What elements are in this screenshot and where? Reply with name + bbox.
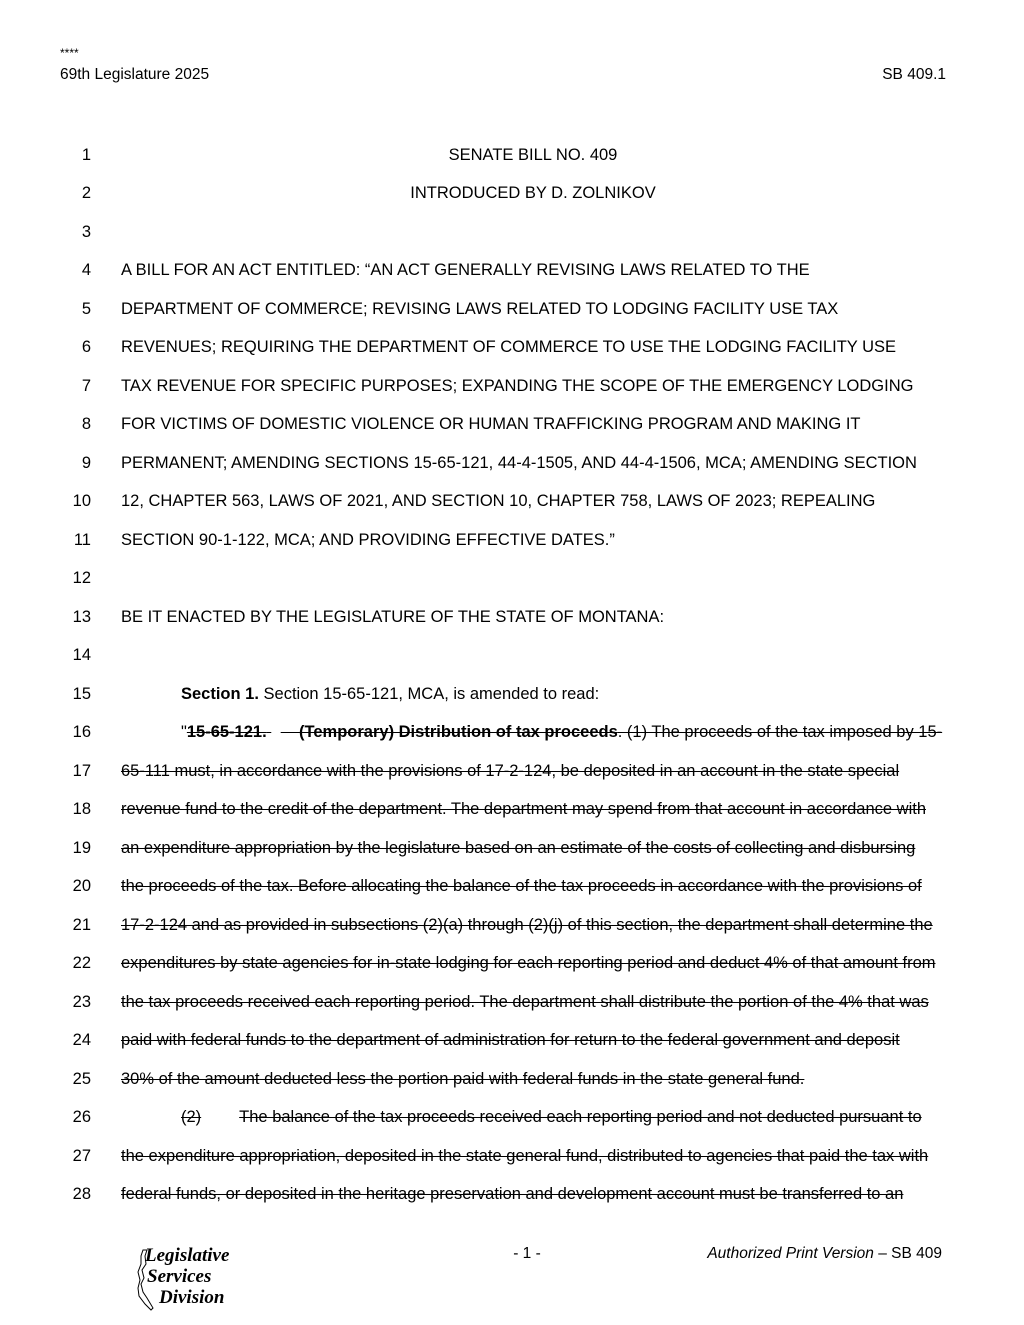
line-text: 12, CHAPTER 563, LAWS OF 2021, AND SECTION 10, CHAPTER 758, LAWS OF 2023; REPEALING [121,492,876,510]
line-number: 19 [72,839,91,857]
bill-sponsor: INTRODUCED BY D. ZOLNIKOV [410,184,656,202]
line-3 [0,220,1024,244]
line-number: 27 [72,1147,91,1165]
tab-space [267,720,281,744]
line-text-struck: expenditures by state agencies for in-state lodging for each reporting period and deduct 4% of that amount from [121,954,936,972]
print-version-bill: – SB 409 [873,1245,942,1262]
print-version-label [707,1245,942,1263]
line-text: TAX REVENUE FOR SPECIFIC PURPOSES; EXPANDING THE SCOPE OF THE EMERGENCY LODGING [121,377,914,395]
line-number: 23 [72,993,91,1011]
line-text: PERMANENT; AMENDING SECTIONS 15-65-121, 44-4-1505, AND 44-4-1506, MCA; AMENDING SECTION [121,454,917,472]
line-28 [0,1182,1024,1206]
open-quote: " [181,723,187,741]
line-number: 5 [81,300,91,318]
line-11 [0,528,1024,552]
line-text: Section 15-65-121, MCA, is amended to read: [258,685,600,703]
line-text: REVENUES; REQUIRING THE DEPARTMENT OF COMMERCE TO USE THE LODGING FACILITY USE [121,338,897,356]
line-number: 26 [72,1108,91,1126]
line-13 [0,605,1024,629]
line-text-struck: 17-2-124 and as provided in subsections (2)(a) through (2)(j) of this section, the department shall determine the [121,916,933,934]
section-label: Section 1. [181,685,259,703]
line-8 [0,412,1024,436]
line-text-struck: 65-111 must, in accordance with the provisions of 17-2-124, be deposited in an account in the state special [121,762,900,780]
line-number: 8 [81,415,91,433]
line-19 [0,836,1024,860]
line-4 [0,258,1024,282]
line-24 [0,1028,1024,1052]
line-number: 16 [72,723,91,741]
line-text-struck: paid with federal funds to the department of administration for return to the federal government and deposit [121,1031,900,1049]
line-17 [0,759,1024,783]
code-section-number: 15-65-121. [186,723,267,741]
line-text-struck: 30% of the amount deducted less the portion paid with federal funds in the state general fund. [121,1070,805,1088]
line-number: 17 [72,762,91,780]
line-text: A BILL FOR AN ACT ENTITLED: “AN ACT GENERALLY REVISING LAWS RELATED TO THE [121,261,810,279]
section-heading [181,682,599,706]
line-9 [0,451,1024,475]
line-12 [0,566,1024,590]
legislative-services-logo [133,1245,253,1312]
line-26 [0,1105,1024,1129]
line-number: 15 [72,685,91,703]
line-text: FOR VICTIMS OF DOMESTIC VIOLENCE OR HUMAN TRAFFICKING PROGRAM AND MAKING IT [121,415,861,433]
line-number: 12 [72,569,91,587]
line-number: 20 [72,877,91,895]
line-number: 7 [81,377,91,395]
line-text-struck: an expenditure appropriation by the legislature based on an estimate of the costs of collecting and disbursing [121,839,916,857]
line-number: 6 [81,338,91,356]
line-27 [0,1144,1024,1168]
line-number: 1 [81,146,91,164]
logo-line-services: Services [147,1266,212,1287]
line-text-struck: the proceeds of the tax. Before allocating the balance of the tax proceeds in accordance with the provisions of [121,877,922,895]
line-5 [0,297,1024,321]
line-7 [0,374,1024,398]
stars-marker: **** [60,46,79,60]
line-22 [0,951,1024,975]
line-16 [0,720,1024,744]
bill-id-label: SB 409.1 [882,66,946,83]
line-25 [0,1067,1024,1091]
line-number: 22 [72,954,91,972]
line-text-struck [181,720,942,744]
enacting-clause: BE IT ENACTED BY THE LEGISLATURE OF THE STATE OF MONTANA: [121,608,665,626]
bill-title: SENATE BILL NO. 409 [448,146,618,164]
line-number: 18 [72,800,91,818]
line-number: 14 [72,646,91,664]
line-text-struck [181,1105,922,1129]
line-18 [0,797,1024,821]
line-number: 25 [72,1070,91,1088]
line-1 [0,143,1024,167]
line-15 [0,682,1024,706]
line-20 [0,874,1024,898]
line-text-struck: revenue fund to the credit of the department. The department may spend from that account in accordance with [121,800,926,818]
line-text: . (1) The proceeds of the tax imposed by 15- [617,723,943,741]
line-6 [0,335,1024,359]
line-number: 13 [72,608,91,626]
line-14 [0,643,1024,667]
line-21 [0,913,1024,937]
line-number: 11 [73,531,91,549]
subsection-label: (2) [181,1108,202,1126]
line-number: 2 [81,184,91,202]
line-2 [0,181,1024,205]
line-number: 21 [72,916,91,934]
line-number: 3 [81,223,91,241]
line-text: DEPARTMENT OF COMMERCE; REVISING LAWS RELATED TO LODGING FACILITY USE TAX [121,300,839,318]
tab-space [201,1105,239,1129]
line-10 [0,489,1024,513]
legislature-label: 69th Legislature 2025 [60,66,210,83]
line-text-struck: the tax proceeds received each reporting period. The department shall distribute the portion of the 4% that was [121,993,929,1011]
line-text: SECTION 90-1-122, MCA; AND PROVIDING EFFECTIVE DATES.” [121,531,615,549]
line-number: 28 [72,1185,91,1203]
page-number: - 1 - [513,1245,541,1262]
line-text-struck: federal funds, or deposited in the heritage preservation and development account must be transferred to an [121,1185,904,1203]
line-number: 10 [72,492,91,510]
line-23 [0,990,1024,1014]
logo-line-division: Division [159,1287,225,1308]
line-number: 9 [81,454,91,472]
line-text-struck: the expenditure appropriation, deposited in the state general fund, distributed to agencies that paid the tax with [121,1147,929,1165]
line-number: 24 [72,1031,91,1049]
print-version-italic: Authorized Print Version [707,1245,874,1262]
code-section-title: (Temporary) Distribution of tax proceeds [299,723,618,741]
line-number: 4 [81,261,91,279]
line-text: The balance of the tax proceeds received each reporting period and not deducted pursuant to [239,1108,922,1126]
logo-line-legislative: Legislative [145,1245,230,1266]
tab-space [281,723,299,741]
